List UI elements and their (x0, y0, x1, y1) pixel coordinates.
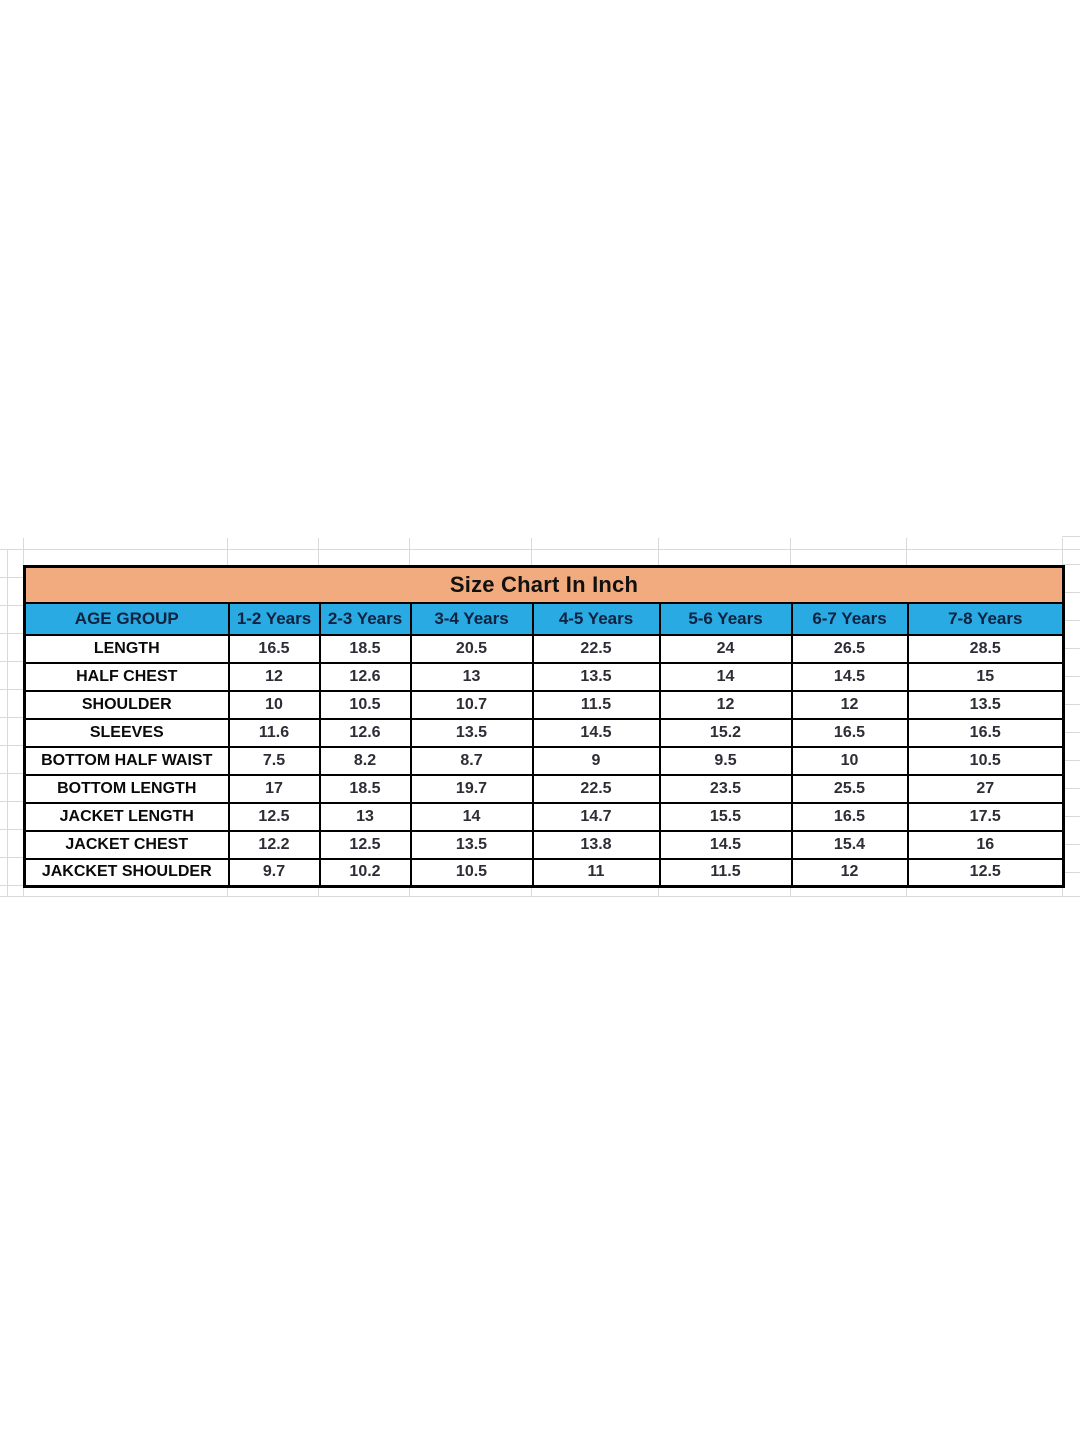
measurement-value: 14.5 (792, 663, 908, 691)
grid-vline (7, 549, 8, 896)
measurement-value: 15.4 (792, 831, 908, 859)
measurement-label: BOTTOM LENGTH (25, 775, 229, 803)
measurement-value: 24 (660, 635, 792, 663)
left-grid-strip (0, 549, 23, 896)
measurement-value: 10.7 (411, 691, 533, 719)
measurement-value: 10 (229, 691, 320, 719)
measurement-value: 12.6 (320, 663, 411, 691)
measurement-value: 12 (660, 691, 792, 719)
measurement-value: 23.5 (660, 775, 792, 803)
measurement-value: 13.8 (533, 831, 660, 859)
table-row (25, 775, 1064, 803)
grid-hline (0, 896, 1080, 897)
measurement-value: 14.7 (533, 803, 660, 831)
age-group-header: AGE GROUP (25, 603, 229, 635)
grid-vline (906, 538, 907, 565)
grid-hline (0, 549, 1080, 550)
year-column-header: 3-4 Years (411, 603, 533, 635)
table-row (25, 635, 1064, 663)
measurement-value: 17.5 (908, 803, 1064, 831)
measurement-value: 8.7 (411, 747, 533, 775)
measurement-label: JACKET LENGTH (25, 803, 229, 831)
measurement-value: 22.5 (533, 775, 660, 803)
table-row (25, 803, 1064, 831)
measurement-value: 17 (229, 775, 320, 803)
year-column-header: 2-3 Years (320, 603, 411, 635)
header-row (25, 603, 1064, 635)
measurement-value: 10.2 (320, 859, 411, 887)
measurement-value: 14 (411, 803, 533, 831)
measurement-value: 16.5 (908, 719, 1064, 747)
size-table-body (25, 635, 1064, 887)
year-column-header: 4-5 Years (533, 603, 660, 635)
measurement-value: 15 (908, 663, 1064, 691)
grid-vline (227, 538, 228, 565)
grid-vline (658, 538, 659, 565)
measurement-value: 10 (792, 747, 908, 775)
measurement-label: SHOULDER (25, 691, 229, 719)
table-row (25, 663, 1064, 691)
grid-vline (23, 538, 24, 565)
measurement-value: 13.5 (533, 663, 660, 691)
measurement-value: 12 (792, 691, 908, 719)
grid-vline (531, 538, 532, 565)
measurement-value: 16.5 (792, 719, 908, 747)
size-chart-table (23, 565, 1065, 888)
measurement-value: 12.5 (320, 831, 411, 859)
table-title: Size Chart In Inch (25, 567, 1064, 603)
grid-vline (790, 538, 791, 565)
measurement-value: 10.5 (908, 747, 1064, 775)
measurement-value: 16 (908, 831, 1064, 859)
year-column-header: 7-8 Years (908, 603, 1064, 635)
measurement-value: 14 (660, 663, 792, 691)
measurement-value: 14.5 (533, 719, 660, 747)
measurement-value: 9.5 (660, 747, 792, 775)
measurement-value: 12 (792, 859, 908, 887)
measurement-value: 13.5 (908, 691, 1064, 719)
measurement-value: 10.5 (320, 691, 411, 719)
measurement-value: 13 (411, 663, 533, 691)
table-row (25, 747, 1064, 775)
measurement-value: 12.6 (320, 719, 411, 747)
measurement-value: 12.2 (229, 831, 320, 859)
measurement-value: 11.5 (533, 691, 660, 719)
measurement-label: JAKCKET SHOULDER (25, 859, 229, 887)
measurement-value: 25.5 (792, 775, 908, 803)
title-row (25, 567, 1064, 603)
table-row (25, 719, 1064, 747)
measurement-label: SLEEVES (25, 719, 229, 747)
table-row (25, 859, 1064, 887)
grid-vline (318, 538, 319, 565)
measurement-value: 12.5 (229, 803, 320, 831)
measurement-value: 19.7 (411, 775, 533, 803)
measurement-value: 11.6 (229, 719, 320, 747)
measurement-label: LENGTH (25, 635, 229, 663)
measurement-label: HALF CHEST (25, 663, 229, 691)
measurement-value: 16.5 (229, 635, 320, 663)
year-column-header: 1-2 Years (229, 603, 320, 635)
measurement-value: 10.5 (411, 859, 533, 887)
measurement-value: 11.5 (660, 859, 792, 887)
measurement-value: 28.5 (908, 635, 1064, 663)
table-row (25, 691, 1064, 719)
measurement-value: 12.5 (908, 859, 1064, 887)
measurement-value: 13.5 (411, 719, 533, 747)
measurement-value: 9 (533, 747, 660, 775)
measurement-label: JACKET CHEST (25, 831, 229, 859)
measurement-value: 13.5 (411, 831, 533, 859)
measurement-value: 8.2 (320, 747, 411, 775)
measurement-value: 20.5 (411, 635, 533, 663)
measurement-value: 11 (533, 859, 660, 887)
measurement-value: 12 (229, 663, 320, 691)
measurement-value: 15.5 (660, 803, 792, 831)
measurement-value: 18.5 (320, 635, 411, 663)
measurement-value: 13 (320, 803, 411, 831)
measurement-value: 27 (908, 775, 1064, 803)
year-column-header: 5-6 Years (660, 603, 792, 635)
measurement-value: 15.2 (660, 719, 792, 747)
measurement-value: 18.5 (320, 775, 411, 803)
measurement-value: 16.5 (792, 803, 908, 831)
measurement-value: 22.5 (533, 635, 660, 663)
measurement-value: 14.5 (660, 831, 792, 859)
year-column-header: 6-7 Years (792, 603, 908, 635)
measurement-value: 26.5 (792, 635, 908, 663)
measurement-label: BOTTOM HALF WAIST (25, 747, 229, 775)
table-row (25, 831, 1064, 859)
measurement-value: 9.7 (229, 859, 320, 887)
measurement-value: 7.5 (229, 747, 320, 775)
grid-vline (409, 538, 410, 565)
